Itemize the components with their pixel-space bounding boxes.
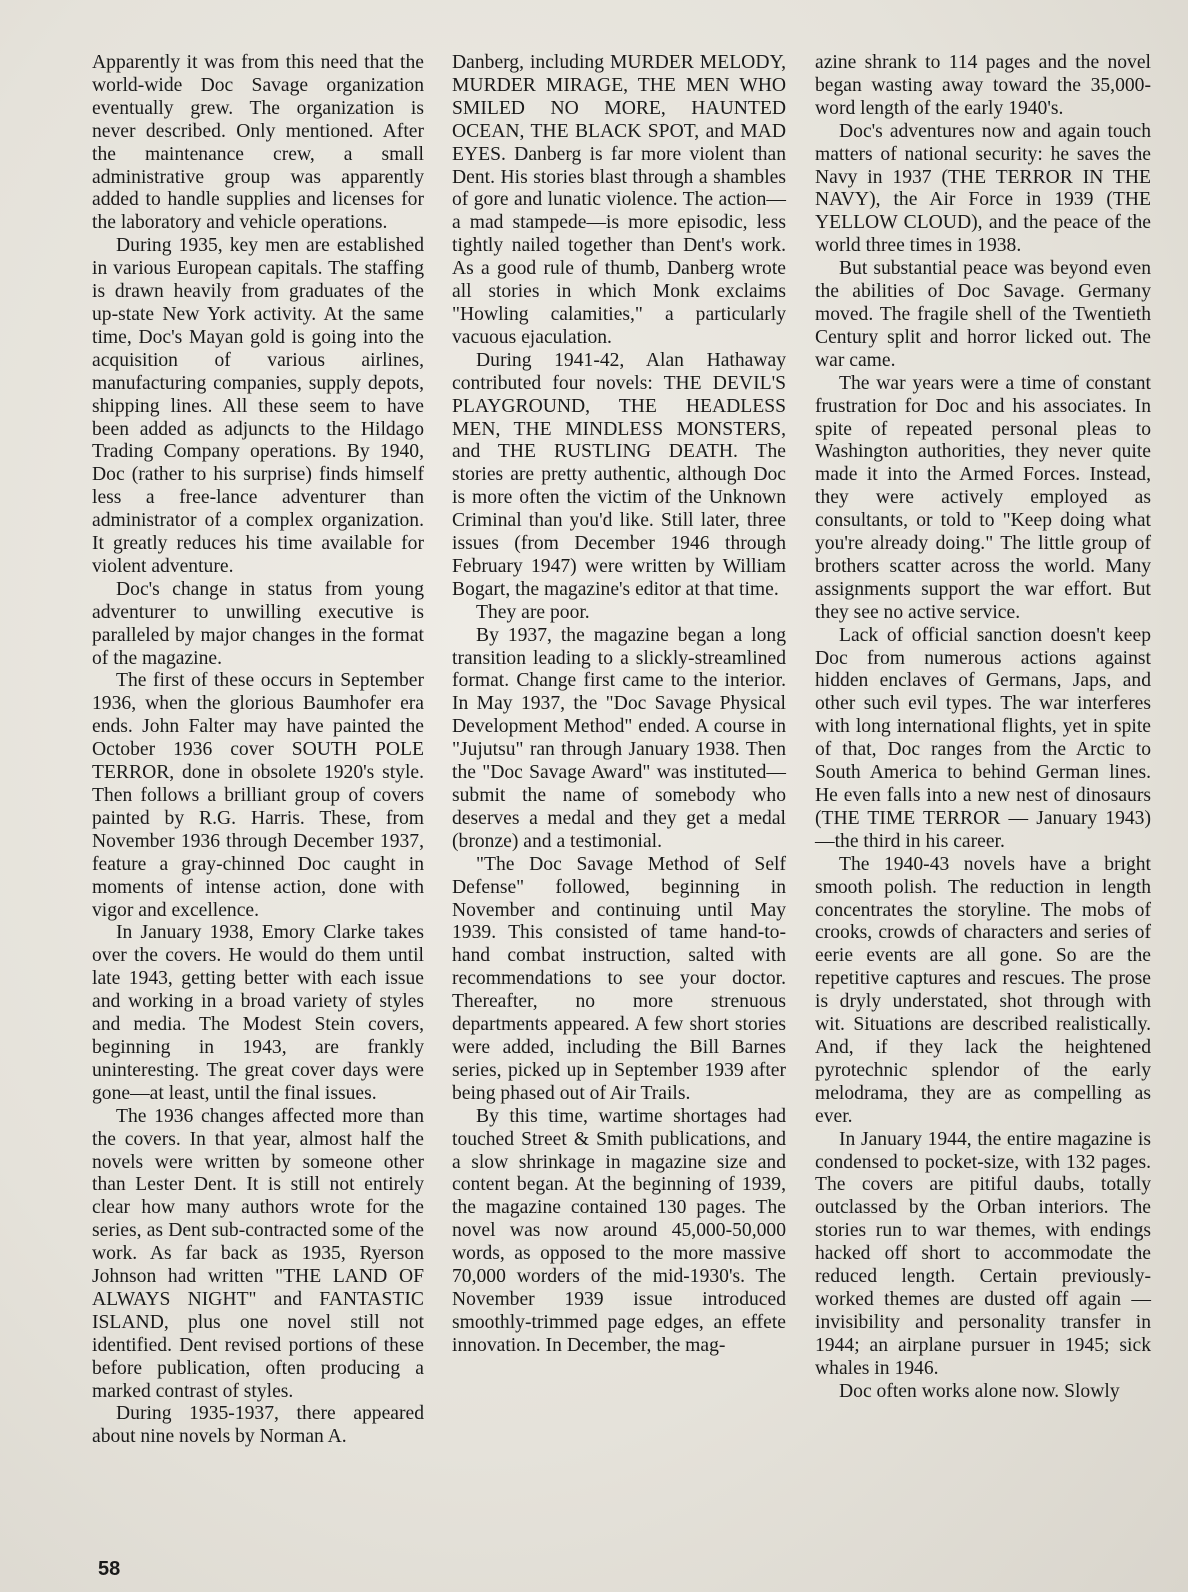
paragraph: During 1941-42, Alan Hathaway contributed four novels: THE DEVIL'S PLAYGROUND, THE HEADLESS MEN, THE MINDLESS MONSTERS, and THE RUSTLING DEATH. The stories are pretty authentic, although Doc is more often the victim of the Unknown Criminal than you'd like. Still later, three issues (from December 1946 through February 1947) were written by William Bogart, the magazine's editor at that time. (452, 349, 786, 600)
paragraph: During 1935-1937, there appeared about nine novels by Norman A. (92, 1403, 424, 1448)
paragraph: The 1940-43 novels have a bright smooth polish. The reduction in length concentrates the storyline. The mobs of crooks, crowds of characters and series of eerie events are all gone. So are the repetitive captures and rescues. The prose is dryly understated, shot through with wit. Situations are described realistically. And, if they lack the heightened pyrotechnic splendor of the early melodrama, they are as compelling as ever. (815, 853, 1151, 1127)
paragraph: "The Doc Savage Method of Self Defense" followed, beginning in November and continuing until May 1939. This consisted of tame hand-to-hand combat instruction, salted with recommendations to see your doctor. Thereafter, no more strenuous departments appeared. A few short stories were added, including the Bill Barnes series, picked up in September 1939 after being phased out of Air Trails. (452, 853, 786, 1104)
paragraph: Doc's adventures now and again touch matters of national security: he saves the Navy in 1937 (THE TERROR IN THE NAVY), the Air Force in 1939 (THE YELLOW CLOUD), and the peace of the world three times in 1938. (815, 120, 1151, 257)
paragraph: Danberg, including MURDER MELODY, MURDER MIRAGE, THE MEN WHO SMILED NO MORE, HAUNTED OCEAN, THE BLACK SPOT, and MAD EYES. Danberg is far more violent than Dent. His stories blast through a shambles of gore and lunatic violence. The action—a mad stampede—is more episodic, less tightly nailed together than Dent's work. As a good rule of thumb, Danberg wrote all stories in which Monk exclaims "Howling calamities," a particularly vacuous ejaculation. (452, 52, 786, 348)
paragraph: In January 1938, Emory Clarke takes over the covers. He would do them until late 1943, getting better with each issue and working in a broad variety of styles and media. The Modest Stein covers, beginning in 1943, are frankly uninteresting. The great cover days were gone—at least, until the final issues. (92, 922, 424, 1104)
text-column-3 (815, 52, 1151, 1403)
paragraph: Doc often works alone now. Slowly (839, 1380, 1120, 1402)
paragraph: The war years were a time of constant frustration for Doc and his associates. In spite of repeated personal pleas to Washington authorities, they never quite made it into the Armed Forces. Instead, they were actively employed as consultants, or told to "Keep doing what you're already doing." The little group of brothers scatter across the world. Many assignments support the war effort. But they see no active service. (815, 372, 1151, 623)
paragraph: By 1937, the magazine began a long transition leading to a slickly-streamlined format. Change first came to the interior. In May 1937, the "Doc Savage Physical Development Method" ended. A course in "Jujutsu" ran through January 1938. Then the "Doc Savage Award" was instituted—submit the name of somebody who deserves a medal and they get a medal (bronze) and a testimonial. (452, 624, 786, 852)
paragraph: Apparently it was from this need that the world-wide Doc Savage organization eventually grew. The organization is never described. Only mentioned. After the maintenance crew, a small administrative group was apparently added to handle supplies and licenses for the laboratory and vehicle operations. (92, 52, 424, 234)
page-number: 58 (98, 1558, 121, 1580)
paragraph: Doc's change in status from young adventurer to unwilling executive is paralleled by major changes in the format of the magazine. (92, 578, 424, 669)
paragraph: Lack of official sanction doesn't keep Doc from numerous actions against hidden enclaves of Germans, Japs, and other such evil types. The war interferes with long international flights, yet in spite of that, Doc ranges from the Arctic to South America to behind German lines. He even falls into a new nest of dinosaurs (THE TIME TERROR — January 1943)—the third in his career. (815, 624, 1151, 852)
paragraph: By this time, wartime shortages had touched Street & Smith publications, and a slow shrinkage in magazine size and content began. At the beginning of 1939, the magazine contained 130 pages. The novel was now around 45,000-50,000 words, as opposed to the more massive 70,000 worders of the mid-1930's. The November 1939 issue introduced smoothly-trimmed page edges, an effete innovation. In December, the mag- (452, 1105, 786, 1356)
text-column-2 (452, 52, 786, 1358)
text-column-1 (92, 52, 424, 1449)
paragraph: In January 1944, the entire magazine is condensed to pocket-size, with 132 pages. The covers are pitiful daubs, totally outclassed by the Orban interiors. The stories run to war themes, with endings hacked off short to accommodate the reduced length. Certain previously-worked themes are dusted off again — invisibility and personality transfer in 1944; an airplane pursuer in 1945; sick whales in 1946. (815, 1128, 1151, 1379)
paragraph: During 1935, key men are established in various European capitals. The staffing is drawn heavily from graduates of the up-state New York activity. At the same time, Doc's Mayan gold is going into the acquisition of various airlines, manufacturing companies, supply depots, shipping lines. All these seem to have been added as adjuncts to the Hildago Trading Company operations. By 1940, Doc (rather to his surprise) finds himself less a free-lance adventurer than administrator of a complex organization. It greatly reduces his time available for violent adventure. (92, 235, 424, 577)
paragraph: The first of these occurs in September 1936, when the glorious Baumhofer era ends. John Falter may have painted the October 1936 cover SOUTH POLE TERROR, done in obsolete 1920's style. Then follows a brilliant group of covers painted by R.G. Harris. These, from November 1936 through December 1937, feature a gray-chinned Doc caught in moments of intense action, done with vigor and excellence. (92, 670, 424, 921)
paragraph: azine shrank to 114 pages and the novel began wasting away toward the 35,000-word length of the early 1940's. (815, 52, 1151, 119)
paragraph: The 1936 changes affected more than the covers. In that year, almost half the novels were written by someone other than Lester Dent. It is still not entirely clear how many authors wrote for the series, as Dent sub-contracted some of the work. As far back as 1935, Ryerson Johnson had written "THE LAND OF ALWAYS NIGHT" and FANTASTIC ISLAND, plus one novel still not identified. Dent revised portions of these before publication, often producing a marked contrast of styles. (92, 1105, 424, 1402)
paragraph: But substantial peace was beyond even the abilities of Doc Savage. Germany moved. The fragile shell of the Twentieth Century split and horror licked out. The war came. (815, 258, 1151, 371)
paragraph: They are poor. (476, 601, 590, 623)
